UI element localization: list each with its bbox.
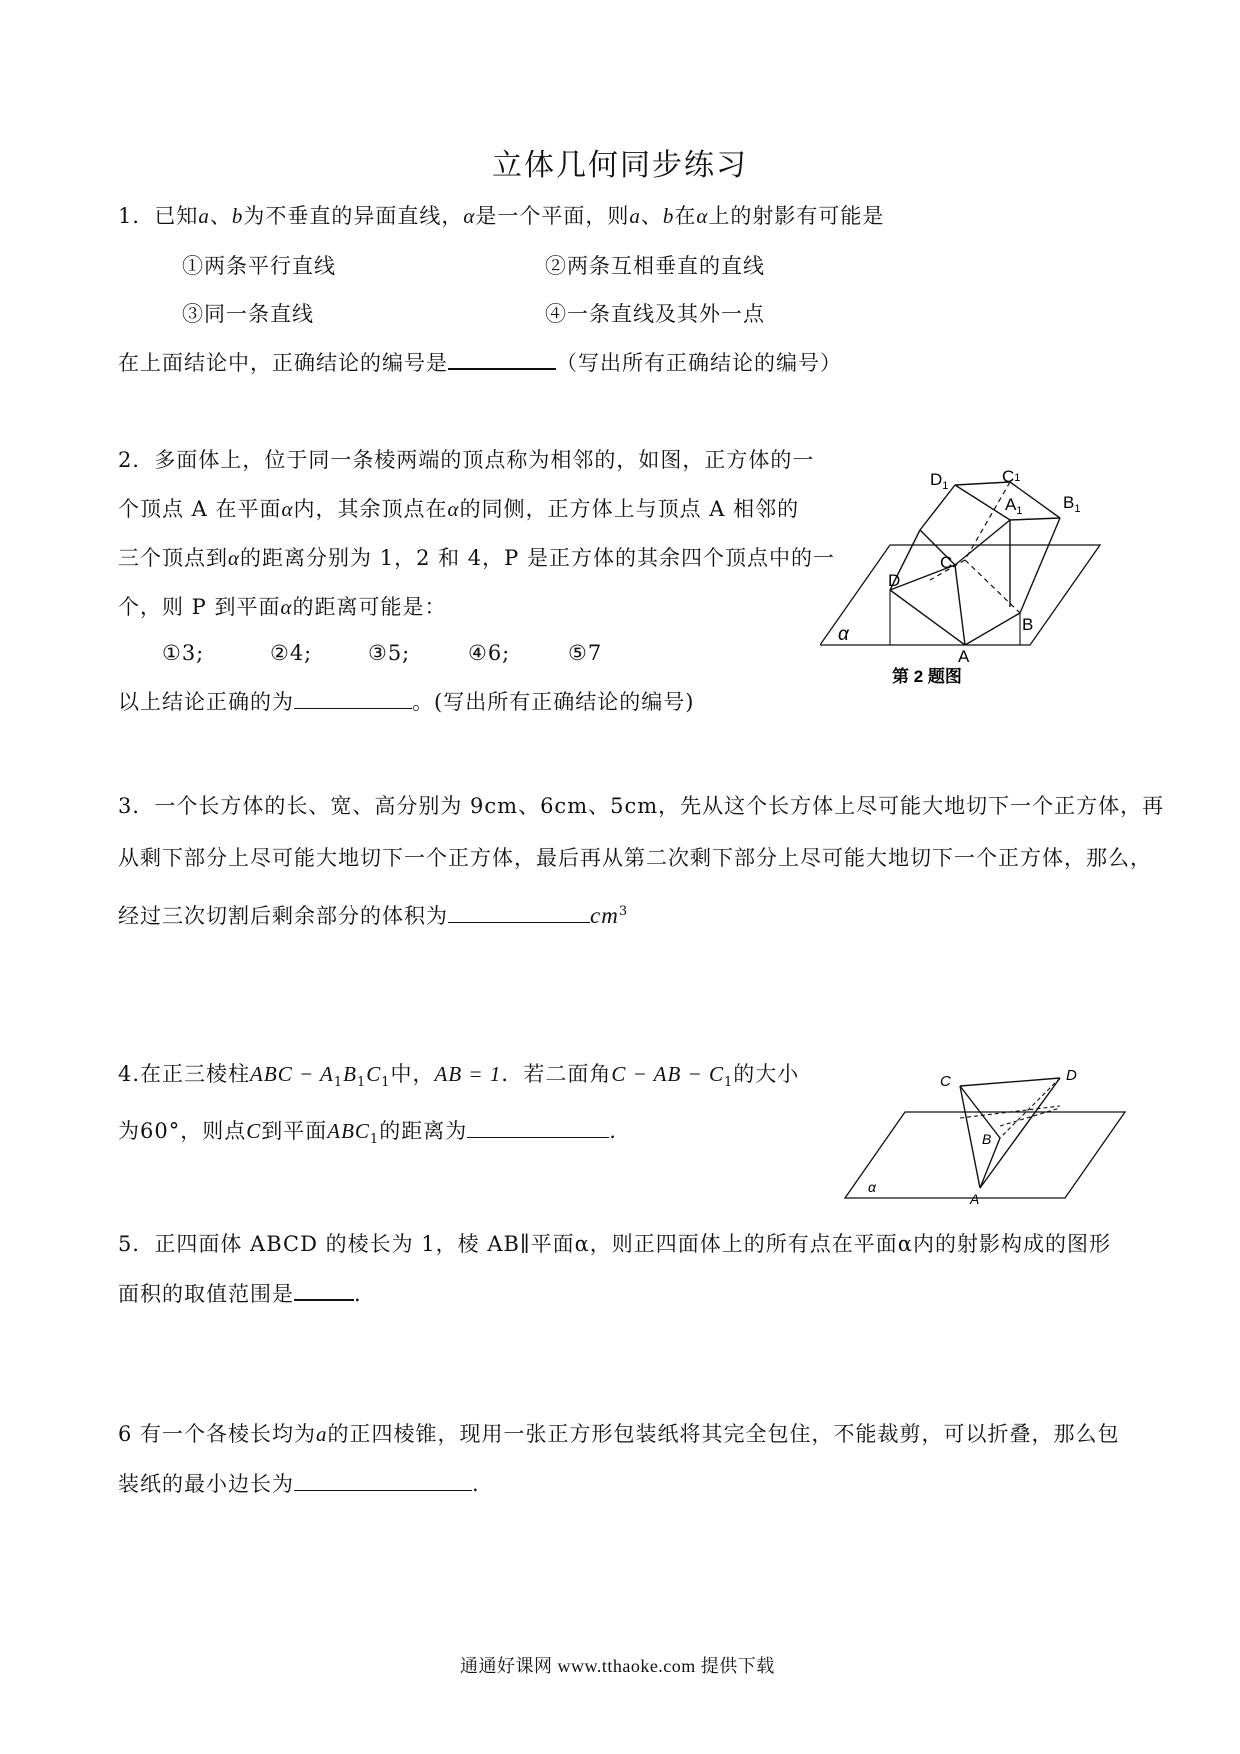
q6-text: 的正四棱锥，现用一张正方形包装纸将其完全包住，不能裁剪，可以折叠，那么包 xyxy=(327,1422,1120,1446)
q4-plane: ABC xyxy=(327,1119,370,1143)
q3-line-1: 3．一个长方体的长、宽、高分别为 9cm、6cm、5cm，先从这个长方体上尽可能大地切下一个正方体，再 xyxy=(118,794,1165,818)
cube-edge xyxy=(955,520,1010,565)
q3-unit: cm xyxy=(590,903,619,928)
cube-hidden-edge xyxy=(965,560,1020,613)
tetra-edge xyxy=(960,1078,1060,1086)
q2-choice-4: ④6; xyxy=(468,641,511,665)
q5-line-1: 5．正四面体 ABCD 的棱长为 1，棱 AB∥平面α，则正四面体上的所有点在平面α内的射影构成的图形 xyxy=(118,1232,1111,1256)
q1-text: 上的射影有可能是 xyxy=(708,204,885,228)
q4-text: . xyxy=(609,1119,617,1143)
q2-line-2 xyxy=(118,493,799,523)
q6-text: 装纸的最小边长为 xyxy=(118,1472,294,1496)
tetra-edge xyxy=(980,1078,1060,1188)
cube-edge xyxy=(1010,518,1060,520)
q2-answer-line xyxy=(118,686,694,716)
figure-caption: 第 2 题图 xyxy=(892,667,962,685)
q1-option-4: ④一条直线及其外一点 xyxy=(545,302,765,326)
label-alpha: α xyxy=(838,624,849,645)
label-d1: $D_1$ xyxy=(930,470,949,492)
page-footer: 通通好课网 www.tthaoke.com 提供下载 xyxy=(460,1656,775,1676)
q2-text: 个，则 P 到平面 xyxy=(118,595,281,619)
q1-text: 1．已知 xyxy=(118,204,199,228)
q1-text: 是一个平面，则 xyxy=(475,204,630,228)
q4-text: 为 xyxy=(118,1119,140,1143)
q4-text: 的距离为 xyxy=(379,1119,468,1143)
q2-line-3 xyxy=(118,542,835,572)
q4-point: C xyxy=(246,1119,262,1143)
q1-answer-blank[interactable] xyxy=(448,350,556,370)
q1-var-a: a xyxy=(629,204,641,228)
q4-angle: 60° xyxy=(140,1119,181,1143)
q6-var-a: a xyxy=(316,1422,328,1446)
q1-var-a: a xyxy=(198,204,210,228)
q1-option-1: ①两条平行直线 xyxy=(182,254,336,278)
q4-prism: ABC − A xyxy=(250,1062,334,1086)
label-b1: $B_1$ xyxy=(1063,493,1081,515)
q5-line-2 xyxy=(118,1278,362,1308)
q1-option-2: ②两条互相垂直的直线 xyxy=(545,254,765,278)
q2-text: 的距离可能是： xyxy=(292,595,447,619)
q2-alpha: α xyxy=(447,497,460,521)
tetra-edge xyxy=(960,1086,980,1188)
q4-line-2 xyxy=(118,1115,617,1147)
q4-prism: B xyxy=(343,1062,357,1086)
q3-answer-blank[interactable] xyxy=(448,904,590,923)
label-a: A xyxy=(958,647,970,666)
tetra-hidden-edge xyxy=(1000,1078,1060,1138)
q1-var-b: b xyxy=(662,204,675,228)
q2-text: 的同侧，正方体上与顶点 A 相邻的 xyxy=(459,497,800,521)
q1-stem xyxy=(118,200,884,230)
q6-answer-blank[interactable] xyxy=(294,1472,472,1491)
q6-text: . xyxy=(472,1472,480,1496)
q6-text: 6 有一个各棱长均为 xyxy=(118,1422,317,1446)
q2-answer-suffix: 。(写出所有正确结论的编号) xyxy=(412,690,695,714)
q5-answer-blank[interactable] xyxy=(294,1281,354,1301)
q6-line-2 xyxy=(118,1468,480,1498)
q4-answer-blank[interactable] xyxy=(467,1119,609,1138)
label-a: A xyxy=(970,1191,980,1207)
q2-alpha: α xyxy=(280,595,293,619)
q1-answer-prefix: 在上面结论中，正确结论的编号是 xyxy=(118,351,448,375)
q2-alpha: α xyxy=(228,546,241,570)
q4-sub: 1 xyxy=(356,1075,367,1091)
q2-alpha: α xyxy=(281,497,294,521)
plane-alpha xyxy=(845,1112,1125,1198)
q2-line-1: 2．多面体上，位于同一条棱两端的顶点称为相邻的，如图，正方体的一 xyxy=(118,448,815,472)
q1-text: 在 xyxy=(674,204,697,228)
label-c: C xyxy=(940,1073,951,1090)
q1-alpha: α xyxy=(463,204,476,228)
q2-choice-1: ①3; xyxy=(162,641,205,665)
q2-choice-5: ⑤7 xyxy=(568,641,603,665)
q1-sep: 、 xyxy=(640,204,663,228)
q4-sub: 1 xyxy=(723,1075,734,1091)
q1-text: 为不垂直的异面直线， xyxy=(243,204,464,228)
q4-line-1 xyxy=(118,1058,799,1090)
q2-choice-2: ②4; xyxy=(270,641,313,665)
q4-sub: 1 xyxy=(333,1075,344,1091)
q1-answer-line xyxy=(118,347,842,377)
q3-unit-exponent: 3 xyxy=(618,904,629,919)
q4-text: 中， xyxy=(390,1062,435,1086)
cube-edge xyxy=(920,485,955,530)
page-title: 立体几何同步练习 xyxy=(492,148,748,183)
q5-text: 面积的取值范围是 xyxy=(118,1282,294,1306)
tetra-hidden-edge xyxy=(1000,1108,1060,1126)
cube-hidden-edge xyxy=(965,482,1010,560)
cube-edge xyxy=(955,485,1010,520)
q2-text: 个顶点 A 在平面 xyxy=(118,497,282,521)
q4-text: ，则点 xyxy=(180,1119,247,1143)
q2-cube-figure xyxy=(820,470,1110,685)
label-c1: $C_1$ xyxy=(1002,470,1021,486)
cube-edge xyxy=(965,613,1020,645)
label-b: B xyxy=(1022,615,1034,634)
q3-line-3 xyxy=(118,900,628,930)
q4-text: 的大小 xyxy=(733,1062,800,1086)
q4-text: 到平面 xyxy=(261,1119,328,1143)
q2-choice-3: ③5; xyxy=(368,641,411,665)
plane-alpha xyxy=(820,545,1100,645)
q3-text: 经过三次切割后剩余部分的体积为 xyxy=(118,904,448,928)
q2-text: 的距离分别为 1，2 和 4，P 是正方体的其余四个顶点中的一 xyxy=(240,546,835,570)
q2-text: 内，其余顶点在 xyxy=(293,497,448,521)
q4-tetra-figure xyxy=(840,1068,1130,1208)
q1-sep: 、 xyxy=(209,204,232,228)
cube-edge xyxy=(1020,518,1060,613)
q4-dihedral: C − AB − C xyxy=(611,1062,724,1086)
label-alpha: α xyxy=(868,1179,876,1195)
q6-line-1 xyxy=(118,1418,1120,1448)
q4-text: 4.在正三棱柱 xyxy=(118,1062,251,1086)
q4-sub: 1 xyxy=(369,1132,380,1148)
cube-edge xyxy=(955,565,965,645)
q2-line-4 xyxy=(118,591,447,621)
cube-edge xyxy=(890,590,965,645)
label-a1: $A_1$ xyxy=(1005,495,1023,517)
q4-ab: AB = 1 xyxy=(434,1062,502,1086)
q5-text: . xyxy=(354,1282,362,1306)
q1-alpha: α xyxy=(696,204,709,228)
q1-option-3: ③同一条直线 xyxy=(182,302,314,326)
label-d: D xyxy=(1066,1068,1077,1084)
label-d: D xyxy=(888,571,901,590)
q2-text: 三个顶点到 xyxy=(118,546,228,570)
q4-prism: C xyxy=(366,1062,382,1086)
label-b: B xyxy=(982,1131,992,1147)
q2-answer-blank[interactable] xyxy=(294,690,412,709)
q4-text: ．若二面角 xyxy=(501,1062,612,1086)
q1-answer-suffix: （写出所有正确结论的编号） xyxy=(556,351,842,375)
q4-sub: 1 xyxy=(381,1075,391,1091)
q3-line-2: 从剩下部分上尽可能大地切下一个正方体，最后再从第二次剩下部分上尽可能大地切下一个正方体，那么， xyxy=(118,846,1152,870)
q1-var-b: b xyxy=(231,204,244,228)
q2-answer-prefix: 以上结论正确的为 xyxy=(118,690,294,714)
label-c: C xyxy=(940,553,953,572)
